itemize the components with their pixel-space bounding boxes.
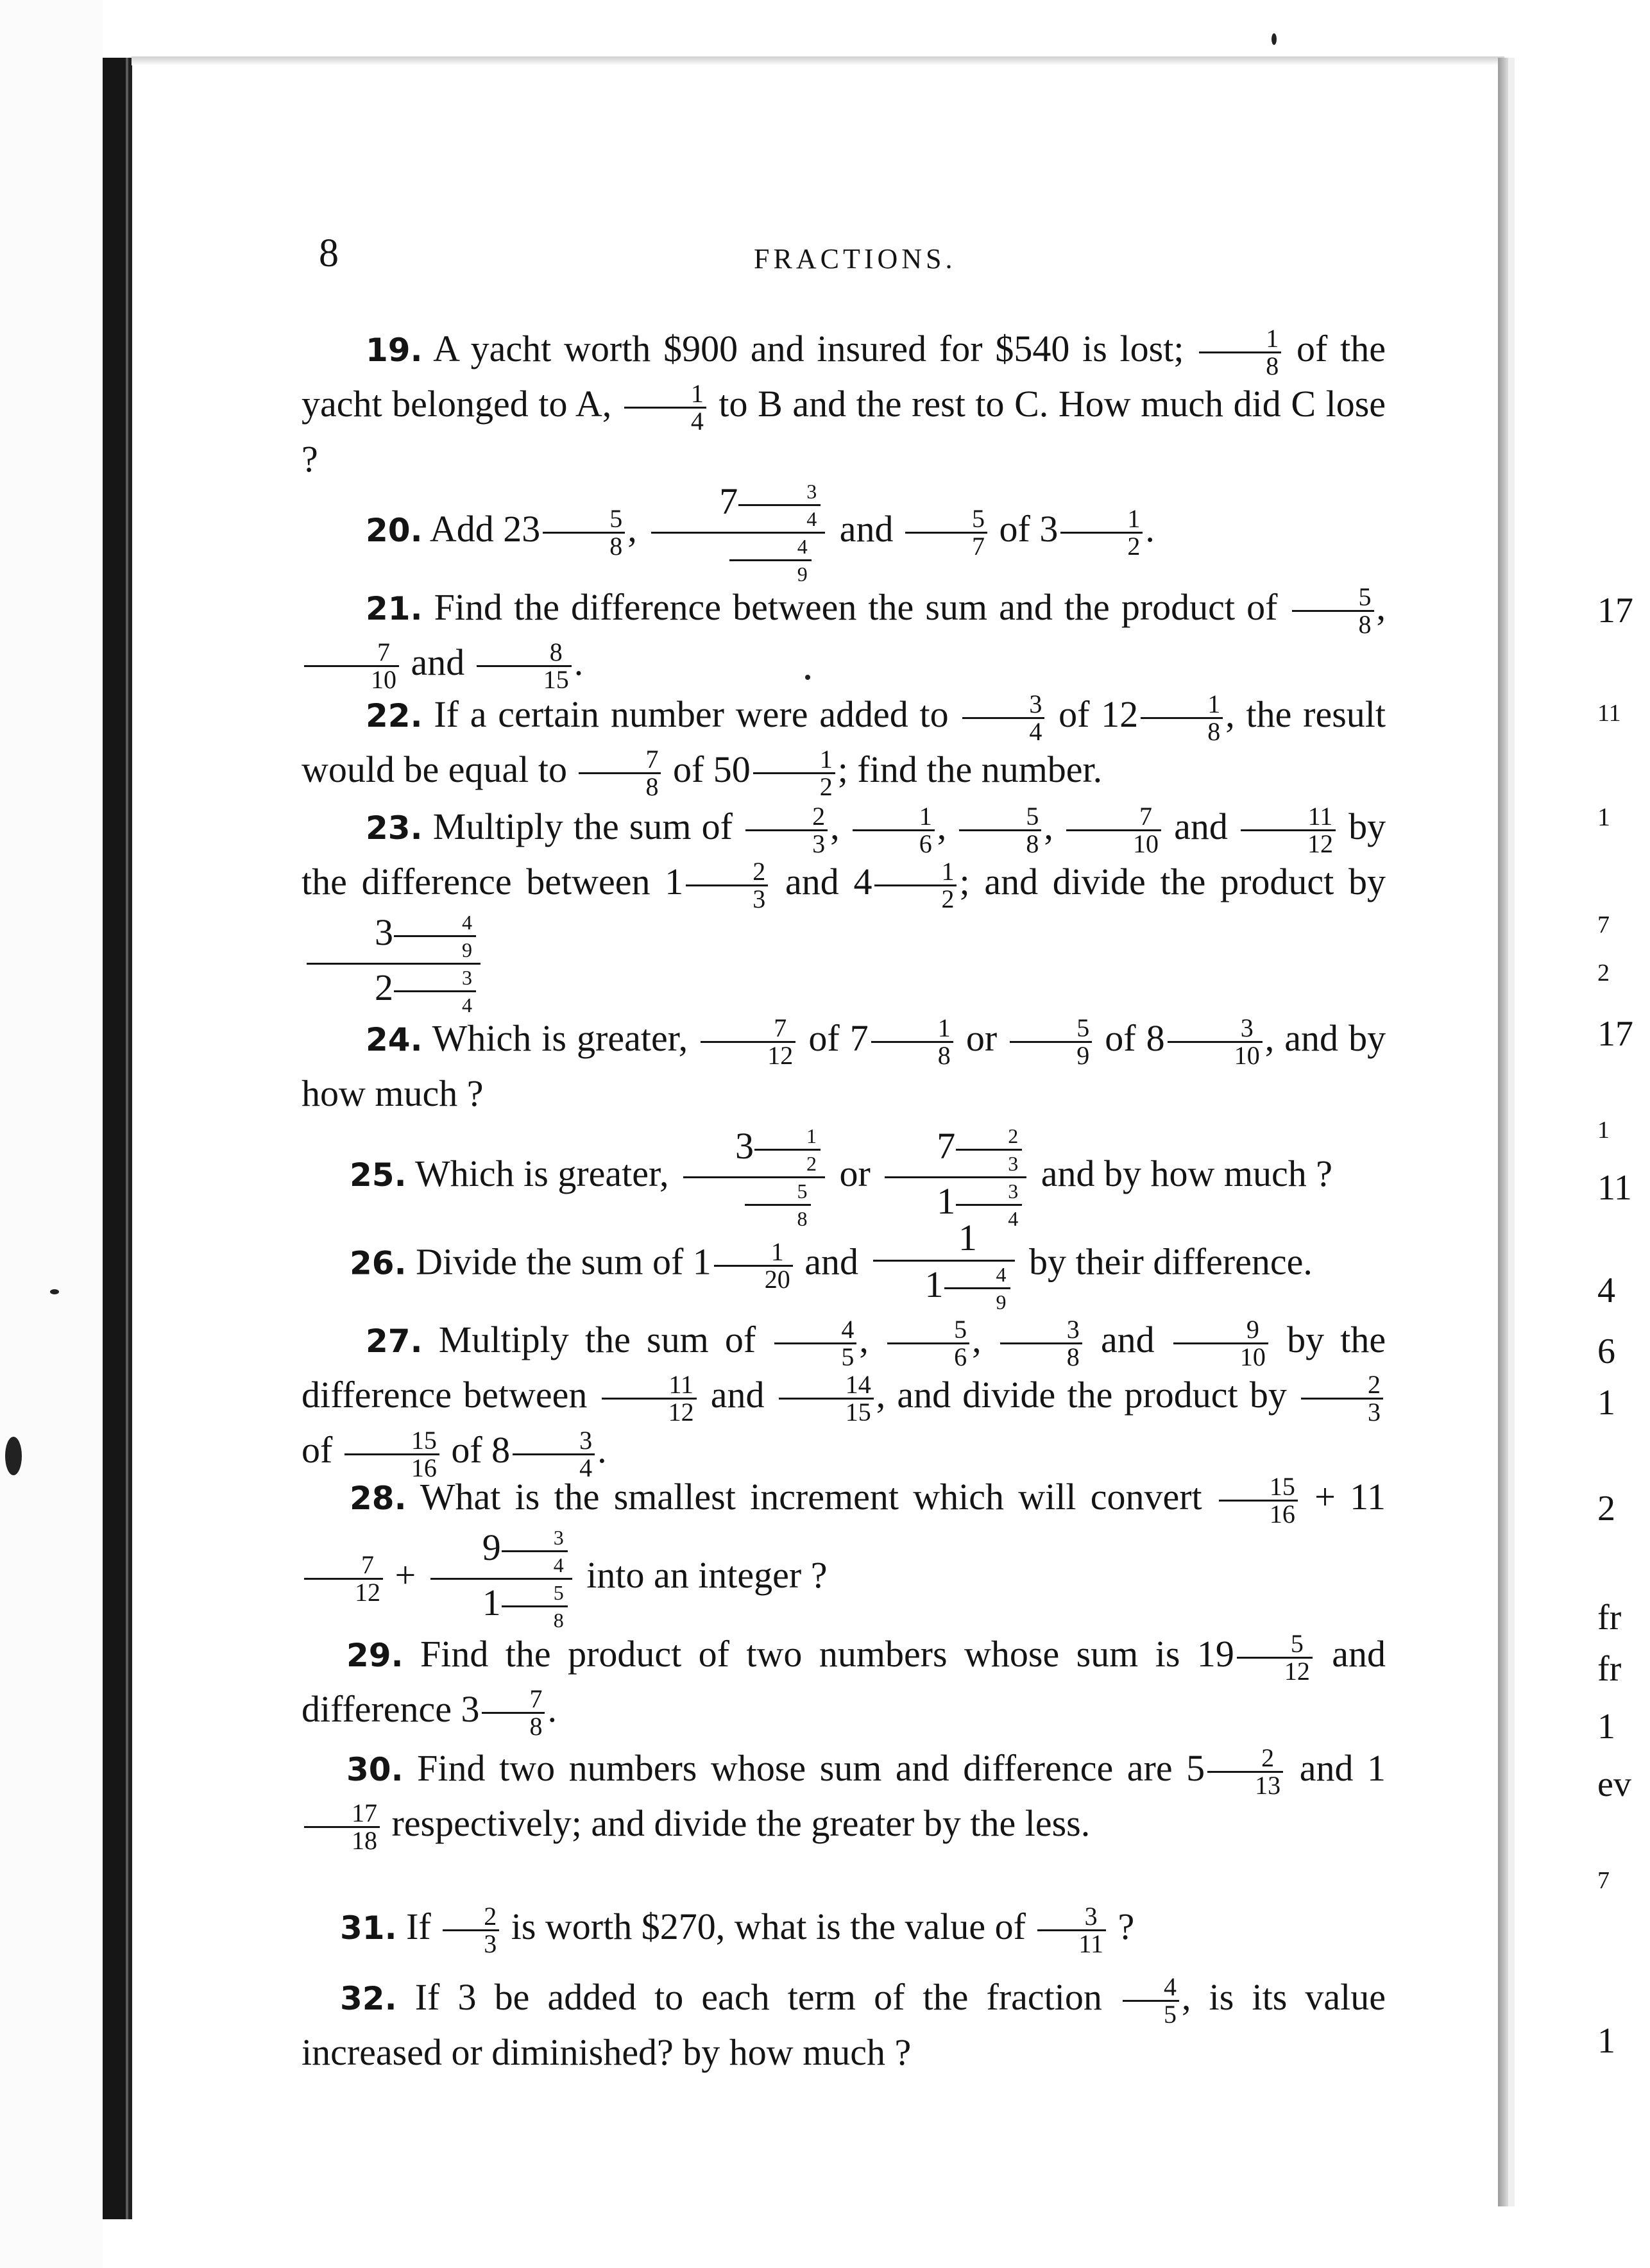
comma: ,: [1376, 586, 1386, 628]
comma: ,: [627, 507, 637, 550]
period: .: [547, 1688, 557, 1731]
next-page-fragment: 17: [1597, 591, 1633, 630]
problem-30: [302, 1743, 1386, 1854]
problem-31: [302, 1902, 1386, 1957]
fraction: $\frac{5}{8}$: [959, 804, 1041, 857]
problem-text: If a certain number were added to: [434, 693, 949, 735]
fraction: $\frac{7}{12}$: [701, 1015, 795, 1069]
problem-number: 26.: [350, 1244, 407, 1282]
next-page-fragment: 11: [1597, 700, 1621, 727]
problem-text: and: [804, 1240, 859, 1283]
problem-text: to B and the rest to C.: [719, 383, 1049, 425]
complex-fraction: 7 $\frac{3}{4}$ $\frac{4}{9}$: [651, 481, 825, 584]
next-page-fragment: 17: [1597, 1014, 1633, 1054]
complex-fraction: 3 $\frac{4}{9}$ 2 $\frac{3}{4}$: [307, 912, 481, 1015]
problem-text: and: [1100, 1319, 1155, 1360]
scan-background-left: [0, 0, 103, 2268]
problem-22: [302, 690, 1386, 800]
fraction: $\frac{11}{12}$: [602, 1372, 697, 1425]
problem-text: and 4: [785, 861, 872, 903]
plus-sign: +: [395, 1554, 416, 1596]
problem-text: If 3 be added to each term of the fraction: [414, 1976, 1102, 2018]
problem-text: If: [406, 1906, 431, 1947]
fraction: $\frac{7}{8}$: [482, 1686, 545, 1739]
fraction: $\frac{3}{8}$: [1000, 1317, 1082, 1370]
running-head: FRACTIONS.: [754, 243, 957, 275]
problem-text: , is its value increased or diminished? by how much ?: [302, 1976, 1386, 2074]
problem-text: Multiply the sum of: [438, 1319, 756, 1360]
next-page-fragment: fr: [1597, 1598, 1622, 1638]
problem-text: of 50: [672, 749, 751, 791]
fraction: $\frac{1}{8}$: [1199, 326, 1281, 379]
next-page-fragment: 1: [1597, 1383, 1615, 1423]
fraction: $\frac{2}{3}$: [1301, 1372, 1383, 1425]
fraction: $\frac{4}{5}$: [774, 1317, 856, 1370]
problem-text: , and by how much ?: [302, 1017, 1386, 1115]
problem-number: 23.: [366, 809, 423, 847]
problem-text: and: [839, 507, 894, 550]
problem-text: How much did C lose ?: [302, 383, 1386, 480]
fraction: $\frac{1}{2}$: [1060, 506, 1143, 559]
fraction: $\frac{2}{3}$: [745, 804, 828, 857]
fraction: $\frac{5}{9}$: [1010, 1015, 1092, 1069]
period: .: [597, 1429, 607, 1471]
fraction: $\frac{1}{2}$: [753, 747, 835, 800]
fraction: $\frac{3}{11}$: [1037, 1904, 1106, 1957]
problem-number: 20.: [366, 511, 423, 549]
problem-number: 29.: [346, 1637, 404, 1674]
fraction: $\frac{3}{4}$: [513, 1428, 595, 1481]
fraction: $\frac{1}{8}$: [871, 1015, 953, 1069]
problem-text: ; and divide the product by: [959, 861, 1386, 903]
fraction: $\frac{11}{12}$: [1241, 804, 1336, 857]
fraction: $\frac{1}{4}$: [624, 381, 706, 434]
problem-text: + 11: [1314, 1476, 1386, 1518]
page-number: 8: [319, 232, 339, 275]
problem-text: into an integer ?: [586, 1554, 828, 1596]
scan-speck: [1272, 33, 1277, 45]
fraction: $\frac{9}{10}$: [1173, 1317, 1268, 1370]
next-page-fragment: 1: [1597, 802, 1610, 831]
fraction: $\frac{4}{5}$: [1123, 1974, 1179, 2027]
problem-24: [302, 1013, 1386, 1119]
complex-fraction: 3 $\frac{1}{2}$ $\frac{5}{8}$: [683, 1126, 825, 1229]
next-page-fragment: 11: [1597, 1168, 1632, 1208]
problem-text: by the difference between: [302, 1319, 1386, 1416]
complex-fraction: 9 $\frac{3}{4}$ 1 $\frac{5}{8}$: [430, 1527, 572, 1630]
next-page-fragment: 4: [1597, 1271, 1615, 1310]
fraction: $\frac{5}{7}$: [905, 506, 987, 559]
fraction: $\frac{2}{3}$: [443, 1904, 499, 1957]
fraction: $\frac{5}{8}$: [543, 506, 625, 559]
problem-text: Find two numbers whose sum and difference are 5: [417, 1747, 1205, 1789]
problem-text: of 8: [451, 1429, 511, 1471]
next-page-fragment: fr: [1597, 1649, 1622, 1689]
problem-text: and difference 3: [302, 1633, 1386, 1731]
problem-text: Find the product of two numbers whose sum is 19: [420, 1633, 1234, 1675]
problem-text: of 8: [1105, 1017, 1165, 1059]
problem-text: What is the smallest increment which will convert: [420, 1476, 1202, 1518]
problem-text: and by how much ?: [1041, 1152, 1333, 1194]
fraction: $\frac{15}{16}$: [344, 1428, 439, 1481]
problem-19: [302, 324, 1386, 484]
next-page-fragment: 7: [1597, 1867, 1610, 1894]
problem-text: by their difference.: [1029, 1240, 1313, 1283]
fraction: $\frac{2}{3}$: [686, 859, 768, 912]
next-page-fragment: 1: [1597, 1117, 1610, 1144]
problem-number: 25.: [350, 1156, 407, 1194]
problem-text: of 3: [999, 507, 1059, 550]
fraction: $\frac{17}{18}$: [304, 1800, 380, 1854]
fraction: $\frac{3}{10}$: [1168, 1015, 1263, 1069]
problem-text: respectively; and divide the greater by the less.: [391, 1802, 1091, 1845]
fraction: $\frac{14}{15}$: [779, 1372, 874, 1425]
problem-27: 27. Multiply the sum of $\frac{4}{5}$ , $\frac{5}{6}$ , $\frac{3}{8}$ and $\frac{9}{10}$ by the difference between $\frac{11}{12}$ and $\frac{14}{15}$ , and divide the product by $\frac{2}{3}$ of $\frac{15}{16}$ of 8 $\frac{3}{4}$ .: [302, 1315, 1386, 1482]
problem-number: 19.: [366, 332, 423, 369]
question-mark: ?: [1118, 1906, 1135, 1947]
problem-number: 24.: [366, 1021, 423, 1058]
next-page-fragment: 2: [1597, 1489, 1615, 1528]
fraction: $\frac{1}{8}$: [1141, 691, 1223, 745]
problem-text: or: [965, 1017, 998, 1059]
page-top-shadow: [132, 56, 1504, 65]
fraction: $\frac{7}{10}$: [1066, 804, 1161, 857]
fraction: $\frac{8}{15}$: [477, 639, 572, 693]
next-page-fragment: ev: [1597, 1764, 1631, 1804]
problem-text: by the difference between 1: [302, 806, 1386, 903]
next-page-fragment: 1: [1597, 1707, 1615, 1747]
book-gutter: [1498, 58, 1508, 2206]
problem-text: Multiply the sum of: [432, 806, 733, 847]
page-edge-stripe: [128, 58, 132, 2219]
fraction: $\frac{5}{12}$: [1237, 1631, 1313, 1684]
problem-text: is worth $270, what is the value of: [511, 1906, 1026, 1947]
fraction: $\frac{5}{6}$: [887, 1317, 969, 1370]
problem-number: 32.: [340, 1980, 397, 2017]
problem-text: of the yacht belonged to A,: [302, 328, 1386, 425]
fraction: $\frac{1}{6}$: [853, 804, 935, 857]
fraction: $\frac{1}{20}$: [714, 1239, 793, 1292]
fraction: $\frac{1}{2}$: [874, 859, 957, 912]
problem-number: 31.: [340, 1909, 397, 1947]
problem-text: and 1: [1299, 1747, 1386, 1789]
problem-text: Find the difference between the sum and the product of: [434, 586, 1278, 628]
fraction: $\frac{15}{16}$: [1219, 1474, 1298, 1527]
complex-fraction: 7 $\frac{2}{3}$ 1 $\frac{3}{4}$: [885, 1126, 1026, 1229]
problem-number: 28.: [350, 1480, 407, 1517]
problem-text: of 12: [1059, 693, 1139, 735]
fraction: $\frac{3}{4}$: [962, 691, 1044, 745]
problem-number: 30.: [346, 1751, 404, 1788]
page-edge-shadow: [103, 58, 126, 2219]
problem-29: [302, 1629, 1386, 1739]
fraction: $\frac{2}{13}$: [1207, 1745, 1283, 1798]
problem-text: Add 23: [429, 507, 541, 550]
problem-text: Divide the sum of 1: [416, 1240, 711, 1283]
problem-text: Which is greater,: [432, 1017, 688, 1059]
fraction: $\frac{7}{12}$: [304, 1552, 383, 1605]
fraction: $\frac{7}{8}$: [579, 747, 661, 800]
problem-26: [302, 1219, 1386, 1312]
problem-23: 23. Multiply the sum of $\frac{2}{3}$ , $\frac{1}{6}$ , $\frac{5}{8}$ , $\frac{7}{10}$ and $\frac{11}{12}$ by the difference between 1 $\frac{2}{3}$ and 4 $\frac{1}{2}$ ; and divide the product by 3 $\frac{4}{9}$ 2 $\frac{3}{4}$: [302, 802, 1386, 1017]
next-page-fragment: 2: [1597, 960, 1610, 986]
problem-text: ; find the number.: [837, 749, 1103, 791]
problem-text: of: [302, 1429, 333, 1471]
problem-25: [302, 1126, 1386, 1229]
problem-text: of 7: [808, 1017, 869, 1059]
next-page-fragment: 6: [1597, 1332, 1615, 1371]
problem-text: or: [839, 1152, 871, 1194]
fraction: $\frac{5}{8}$: [1292, 584, 1374, 638]
problem-text: and: [1174, 806, 1228, 847]
problem-text: and: [411, 641, 465, 684]
scan-speck: [50, 1289, 59, 1294]
book-gutter-inner: [1508, 58, 1515, 2206]
problem-text: , and divide the product by: [876, 1374, 1287, 1416]
next-page-fragment: 1: [1597, 2021, 1615, 2061]
scan-speck: [5, 1437, 22, 1475]
problem-number: 21.: [366, 590, 423, 627]
period: .: [574, 641, 584, 684]
problem-20: [302, 481, 1386, 584]
problem-text: , the result would be equal to: [302, 693, 1386, 791]
next-page-fragment: 7: [1597, 911, 1610, 938]
problem-32: [302, 1972, 1386, 2078]
period: .: [1145, 507, 1155, 550]
problem-text: A yacht worth $900 and insured for $540 is lost;: [433, 328, 1184, 369]
problem-28: [302, 1472, 1386, 1630]
problem-text: and: [710, 1374, 765, 1416]
problem-number: 27.: [366, 1323, 423, 1360]
problem-21: [302, 582, 1386, 693]
fraction: $\frac{7}{10}$: [304, 639, 399, 693]
problem-number: 22.: [366, 697, 423, 734]
complex-fraction: 1 1 $\frac{4}{9}$: [873, 1219, 1015, 1312]
problem-text: Which is greater,: [415, 1152, 669, 1194]
